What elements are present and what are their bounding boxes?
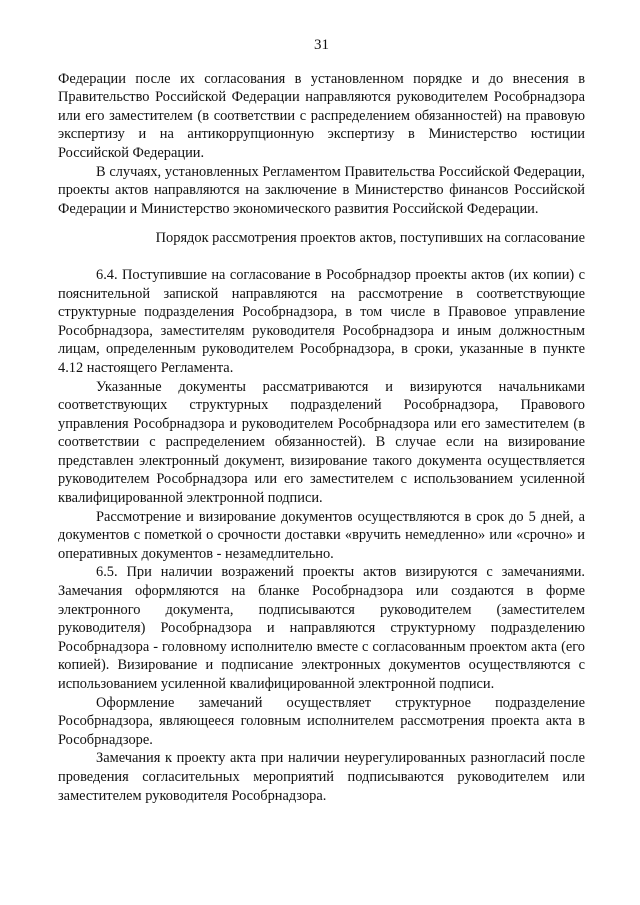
paragraph: В случаях, установленных Регламентом Правительства Российской Федерации, проекты актов направляются на заключение в Министерство финансов Российской Федерации и Министерство экономического развития Российской Федерации. bbox=[58, 163, 585, 217]
paragraph-6-4: 6.4. Поступившие на согласование в Рособрнадзор проекты актов (их копии) с пояснительной запиской направляются на рассмотрение в соответствующие структурные подразделения Рособрнадзора, в том числе в Правовое управление Рособрнадзора, заместителям руководителя Рособрнадзора и иным должностным лицам, определенным руководителем Рособрнадзора, в сроки, указанные в пункте 4.12 настоящего Регламента. bbox=[58, 266, 585, 376]
section-heading: Порядок рассмотрения проектов актов, поступивших на согласование bbox=[155, 230, 585, 247]
paragraph: Замечания к проекту акта при наличии неурегулированных разногласий после проведения согласительных мероприятий подписываются руководителем или заместителем руководителя Рособрнадзора. bbox=[58, 750, 585, 804]
paragraph-continuation: Федерации после их согласования в установленном порядке и до внесения в Правительство Российской Федерации направляются руководителем Рособрнадзора или его заместителем (в соответствии с распределением обязанностей) на правовую экспертизу и на антикоррупционную экспертизу в Министерство юстиции Российской Федерации. bbox=[58, 70, 585, 161]
document-page bbox=[58, 36, 585, 805]
paragraph: Рассмотрение и визирование документов осуществляются в срок до 5 дней, а документов с пометкой о срочности доставки «вручить немедленно» или «срочно» и оперативных документов - незамедлительно. bbox=[58, 508, 585, 562]
paragraph: Указанные документы рассматриваются и визируются начальниками соответствующих структурных подразделений Рособрнадзора, Правового управления Рособрнадзора и руководителем Рособрнадзора или его заместителем (в соответствии с распределением обязанностей). В случае если на визирование представлен электронный документ, визирование такого документа осуществляется руководителем Рособрнадзора или его заместителем с использованием усиленной квалифицированной электронной подписи. bbox=[58, 378, 585, 507]
page-number: 31 bbox=[314, 37, 329, 53]
paragraph-6-5: 6.5. При наличии возражений проекты актов визируются с замечаниями. Замечания оформляются на бланке Рособрнадзора или создаются в форме электронного документа, подписываются руководителем (заместителем руководителя) Рособрнадзора и направляются структурному подразделению Рособрнадзора - головному исполнителю вместе с согласованным проектом акта (его копией). Визирование и подписание электронных документов осуществляются с использованием усиленной квалифицированной электронной подписи. bbox=[58, 564, 585, 692]
paragraph: Оформление замечаний осуществляет структурное подразделение Рособрнадзора, являющееся головным исполнителем рассмотрения проекта акта в Рособрнадзоре. bbox=[58, 694, 585, 748]
